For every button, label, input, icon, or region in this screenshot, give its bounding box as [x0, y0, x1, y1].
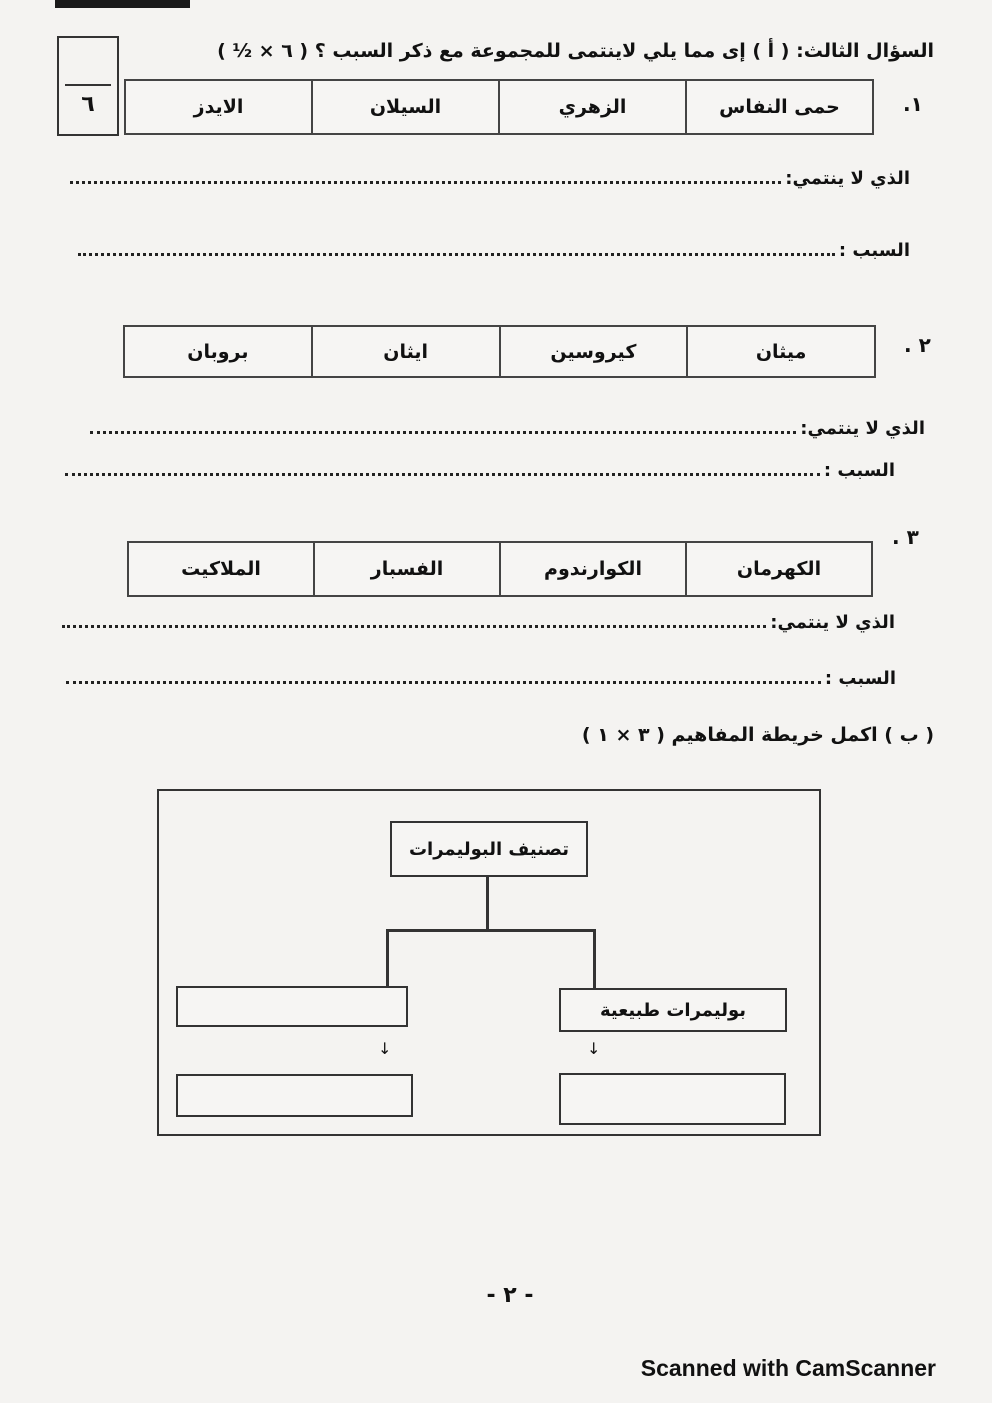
group-1-not-belong-row	[70, 168, 910, 189]
reason-label: السبب :	[823, 460, 895, 481]
group-3-reason-row	[66, 668, 896, 689]
part-b-heading: ( ب ) اكمل خريطة المفاهيم ( ٣ × ١ )	[581, 724, 934, 746]
connector-left-drop	[386, 929, 389, 988]
concept-right-leaf[interactable]	[559, 1073, 786, 1125]
group-2-item: كيروسين	[499, 327, 687, 376]
answer-line[interactable]	[78, 253, 835, 256]
concept-map	[157, 789, 821, 1136]
reason-label: السبب :	[824, 668, 896, 689]
answer-line[interactable]	[65, 473, 820, 476]
group-3-item: الكهرمان	[685, 543, 871, 595]
connector-right-drop	[593, 929, 596, 988]
group-2-table	[123, 325, 876, 378]
answer-line[interactable]	[66, 681, 821, 684]
concept-right-branch: بوليمرات طبيعية	[559, 988, 787, 1032]
connector-horizontal	[386, 929, 596, 932]
group-2-item: بروبان	[187, 340, 249, 363]
group-1-item: الزهري	[498, 81, 685, 133]
group-2-item: ايثان	[311, 327, 499, 376]
answer-line[interactable]	[70, 181, 781, 184]
not-belong-label: الذي لا ينتمي:	[770, 612, 895, 633]
group-2-reason-row	[65, 460, 895, 481]
group-3-item: الفسبار	[313, 543, 499, 595]
group-2-not-belong-row	[90, 418, 925, 439]
group-3-table	[127, 541, 873, 597]
group-3-not-belong-row	[62, 612, 895, 633]
group-3-item: الملاكيت	[181, 558, 261, 580]
score-divider	[65, 84, 111, 86]
answer-line[interactable]	[62, 625, 766, 628]
top-scan-band	[55, 0, 190, 8]
reason-label: السبب :	[838, 240, 910, 261]
group-3-item: الكوارندوم	[499, 543, 685, 595]
connector-vertical	[486, 877, 489, 929]
group-2-number: ٢ .	[904, 333, 931, 357]
page-number: - ٢ -	[486, 1283, 534, 1308]
question-heading: السؤال الثالث: ( أ ) إى مما يلي لاينتمى للمجموعة مع ذكر السبب ؟ ( ٦ × ½ )	[217, 40, 934, 62]
concept-root: تصنيف البوليمرات	[390, 821, 588, 877]
score-box	[57, 36, 119, 136]
score-value: ٦	[81, 92, 95, 117]
group-1-reason-row	[78, 240, 910, 261]
group-1-item: السيلان	[311, 81, 498, 133]
not-belong-label: الذي لا ينتمي:	[785, 168, 910, 189]
concept-left-leaf[interactable]	[176, 1074, 413, 1117]
not-belong-label: الذي لا ينتمي:	[800, 418, 925, 439]
group-3-number: ٣ .	[892, 525, 919, 549]
group-2-item: ميثان	[686, 327, 874, 376]
answer-line[interactable]	[90, 431, 796, 434]
group-1-number: ١.	[903, 92, 923, 116]
arrow-down-icon: ↓	[378, 1039, 392, 1058]
group-1-item: حمى النفاس	[685, 81, 872, 133]
arrow-down-icon: ↓	[587, 1039, 601, 1058]
group-1-item: الايدز	[193, 96, 244, 118]
scanner-watermark: Scanned with CamScanner	[640, 1355, 936, 1381]
concept-left-branch[interactable]	[176, 986, 408, 1027]
group-1-table	[124, 79, 874, 135]
